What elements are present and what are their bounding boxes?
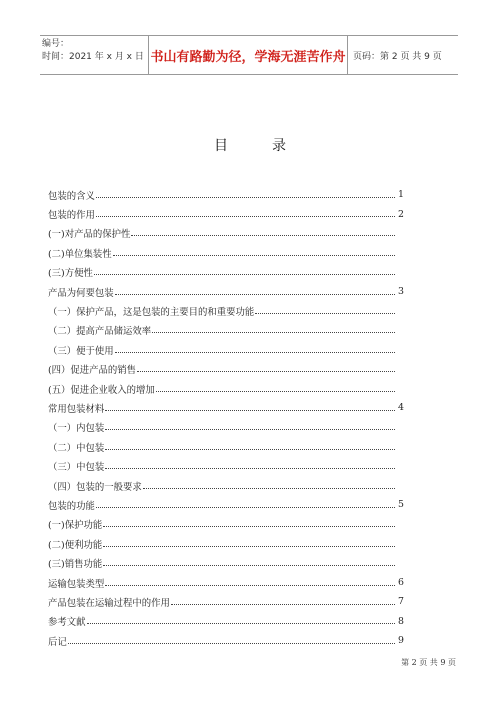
page-header: [40, 35, 458, 75]
toc-leader-dots: [143, 487, 395, 489]
toc-entry-label: （三）中包装: [48, 462, 105, 474]
toc-entry-page: 7: [398, 596, 404, 608]
toc-entry[interactable]: [48, 301, 404, 320]
toc-entry-label: （四）包装的一般要求: [48, 481, 142, 493]
toc-leader-dots: [105, 409, 395, 411]
toc-leader-dots: [103, 545, 395, 547]
toc-entry[interactable]: [48, 204, 404, 223]
toc-entry[interactable]: [48, 340, 404, 359]
toc-entry-label: 产品为何要包装: [48, 287, 114, 299]
toc-leader-dots: [103, 564, 395, 566]
toc-entry[interactable]: [48, 534, 404, 553]
toc-entry-label: （一）保护产品，这是包装的主要目的和重要功能: [48, 307, 255, 319]
header-page-info: 页码：第 2 页 共 9 页: [353, 51, 442, 62]
toc-entry[interactable]: [48, 379, 404, 398]
toc-entry[interactable]: [48, 495, 404, 514]
header-meta: [40, 36, 148, 74]
toc-entry[interactable]: [48, 243, 404, 262]
toc-leader-dots: [96, 196, 395, 198]
toc-leader-dots: [171, 603, 395, 605]
toc-entry-label: (三)方便性: [48, 268, 93, 280]
toc-leader-dots: [131, 234, 395, 236]
toc-leader-dots: [105, 467, 395, 469]
toc-leader-dots: [105, 428, 395, 430]
toc-entry-page: 3: [398, 286, 404, 298]
toc-leader-dots: [94, 273, 395, 275]
table-of-contents: [48, 185, 404, 650]
toc-leader-dots: [105, 448, 395, 450]
toc-entry-label: (二)单位集装性: [48, 248, 112, 260]
toc-entry-page: 2: [398, 208, 404, 220]
toc-leader-dots: [96, 215, 395, 217]
toc-entry-page: 5: [398, 499, 404, 511]
toc-entry[interactable]: [48, 553, 404, 572]
toc-entry-label: 后记: [48, 636, 67, 648]
toc-leader-dots: [113, 254, 395, 256]
toc-entry[interactable]: [48, 437, 404, 456]
toc-leader-dots: [152, 331, 395, 333]
toc-entry-label: （一）内包装: [48, 423, 105, 435]
toc-entry[interactable]: [48, 418, 404, 437]
toc-entry[interactable]: [48, 515, 404, 534]
toc-entry-label: 包装的功能: [48, 500, 95, 512]
toc-entry[interactable]: [48, 612, 404, 631]
toc-leader-dots: [96, 506, 395, 508]
toc-entry-label: (五）促进企业收入的增加: [48, 384, 155, 396]
toc-leader-dots: [87, 622, 395, 624]
toc-entry-label: 产品包装在运输过程中的作用: [48, 597, 170, 609]
toc-entry[interactable]: [48, 573, 404, 592]
toc-entry[interactable]: [48, 282, 404, 301]
toc-entry[interactable]: [48, 224, 404, 243]
toc-entry-label: （三）便于使用: [48, 345, 114, 357]
toc-entry-label: (一)对产品的保护性: [48, 229, 131, 241]
toc-leader-dots: [68, 642, 395, 644]
document-number-label: 编号：: [42, 39, 70, 49]
header-motto: 书山有路勤为径，学海无涯苦作舟: [148, 36, 348, 74]
toc-entry-label: 参考文献: [48, 617, 86, 629]
toc-entry-label: 常用包装材料: [48, 403, 105, 415]
toc-leader-dots: [103, 525, 395, 527]
toc-entry[interactable]: [48, 321, 404, 340]
toc-entry[interactable]: [48, 398, 404, 417]
toc-entry-page: 1: [398, 189, 404, 201]
toc-entry[interactable]: [48, 592, 404, 611]
toc-entry-label: 运输包装类型: [48, 578, 105, 590]
toc-entry-label: (二)便利功能: [48, 539, 103, 551]
toc-leader-dots: [137, 370, 395, 372]
toc-entry-page: 6: [398, 577, 404, 588]
toc-entry-label: 包装的含义: [48, 190, 95, 202]
toc-entry[interactable]: [48, 185, 404, 204]
toc-entry[interactable]: [48, 263, 404, 282]
toc-entry-label: （二）中包装: [48, 442, 105, 454]
toc-entry[interactable]: [48, 476, 404, 495]
toc-leader-dots: [115, 351, 395, 353]
toc-leader-dots: [255, 312, 395, 314]
toc-entry-label: (一)保护功能: [48, 520, 103, 532]
toc-entry-page: 9: [398, 635, 404, 647]
toc-entry-page: 4: [398, 402, 404, 414]
page-footer: 第 2 页 共 9 页: [401, 658, 456, 667]
toc-entry[interactable]: [48, 631, 404, 650]
toc-entry-label: （二）提高产品储运效率: [48, 326, 152, 338]
toc-entry[interactable]: [48, 360, 404, 379]
toc-entry-label: (三)销售功能: [48, 559, 103, 571]
toc-entry-page: 8: [398, 615, 404, 627]
page-title: 目录: [214, 138, 330, 154]
toc-entry-label: (四）促进产品的销售: [48, 365, 137, 377]
toc-leader-dots: [156, 390, 395, 392]
toc-leader-dots: [105, 584, 395, 586]
document-time: 时间：2021 年 x 月 x 日: [42, 52, 144, 62]
toc-leader-dots: [115, 293, 395, 295]
toc-entry-label: 包装的作用: [48, 210, 95, 222]
toc-entry[interactable]: [48, 456, 404, 475]
